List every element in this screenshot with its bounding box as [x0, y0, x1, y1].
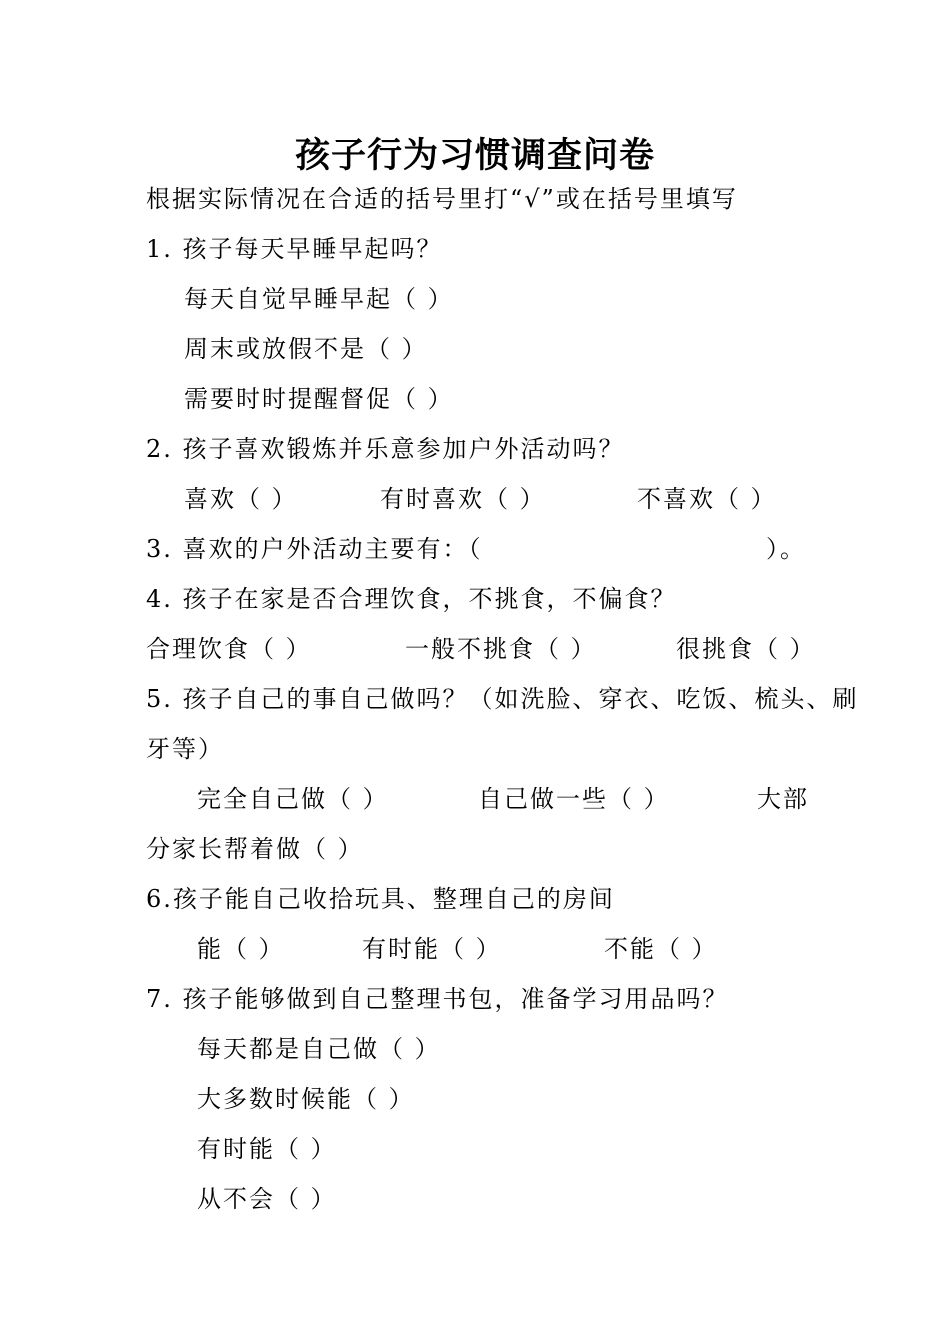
q2-option-1: 喜欢（ ） [184, 485, 298, 513]
q5-option-1: 完全自己做（ ） [197, 785, 389, 813]
question-6: 6.孩子能自己收拾玩具、整理自己的房间 [146, 885, 615, 913]
question-5-line-1: 5. 孩子自己的事自己做吗？（如洗脸、穿衣、吃饭、梳头、刷 [146, 685, 859, 713]
question-1: 1. 孩子每天早睡早起吗？ [146, 235, 443, 263]
q7-option-1: 每天都是自己做（ ） [197, 1035, 441, 1063]
question-7: 7. 孩子能够做到自己整理书包，准备学习用品吗？ [146, 985, 729, 1013]
q7-option-4: 从不会（ ） [197, 1185, 337, 1213]
q6-option-3: 不能（ ） [604, 935, 718, 963]
q4-option-2: 一般不挑食（ ） [405, 635, 597, 663]
question-2: 2. 孩子喜欢锻炼并乐意参加户外活动吗？ [146, 435, 625, 463]
q2-option-3: 不喜欢（ ） [637, 485, 777, 513]
question-4: 4. 孩子在家是否合理饮食，不挑食，不偏食？ [146, 585, 677, 613]
q6-option-1: 能（ ） [197, 935, 285, 963]
q7-option-2: 大多数时候能（ ） [197, 1085, 415, 1113]
q1-option-3: 需要时时提醒督促（ ） [184, 385, 454, 413]
q1-option-1: 每天自觉早睡早起（ ） [184, 285, 454, 313]
page-title: 孩子行为习惯调查问卷 [294, 135, 655, 176]
q7-option-3: 有时能（ ） [197, 1135, 337, 1163]
q3-bracket-end: ）。 [766, 535, 806, 563]
q4-option-1: 合理饮食（ ） [146, 635, 312, 663]
q6-option-2: 有时能（ ） [362, 935, 502, 963]
q5-option-2: 自己做一些（ ） [478, 785, 670, 813]
q5-option-3: 大部 [757, 785, 809, 813]
q1-option-2: 周末或放假不是（ ） [184, 335, 428, 363]
q5-option-3-cont: 分家长帮着做（ ） [146, 835, 364, 863]
q4-option-3: 很挑食（ ） [676, 635, 816, 663]
q2-option-2: 有时喜欢（ ） [380, 485, 546, 513]
question-3: 3. 喜欢的户外活动主要有：（ [146, 535, 483, 563]
instruction-text: 根据实际情况在合适的括号里打“√”或在括号里填写 [146, 185, 738, 213]
question-5-line-2: 牙等） [146, 735, 224, 763]
